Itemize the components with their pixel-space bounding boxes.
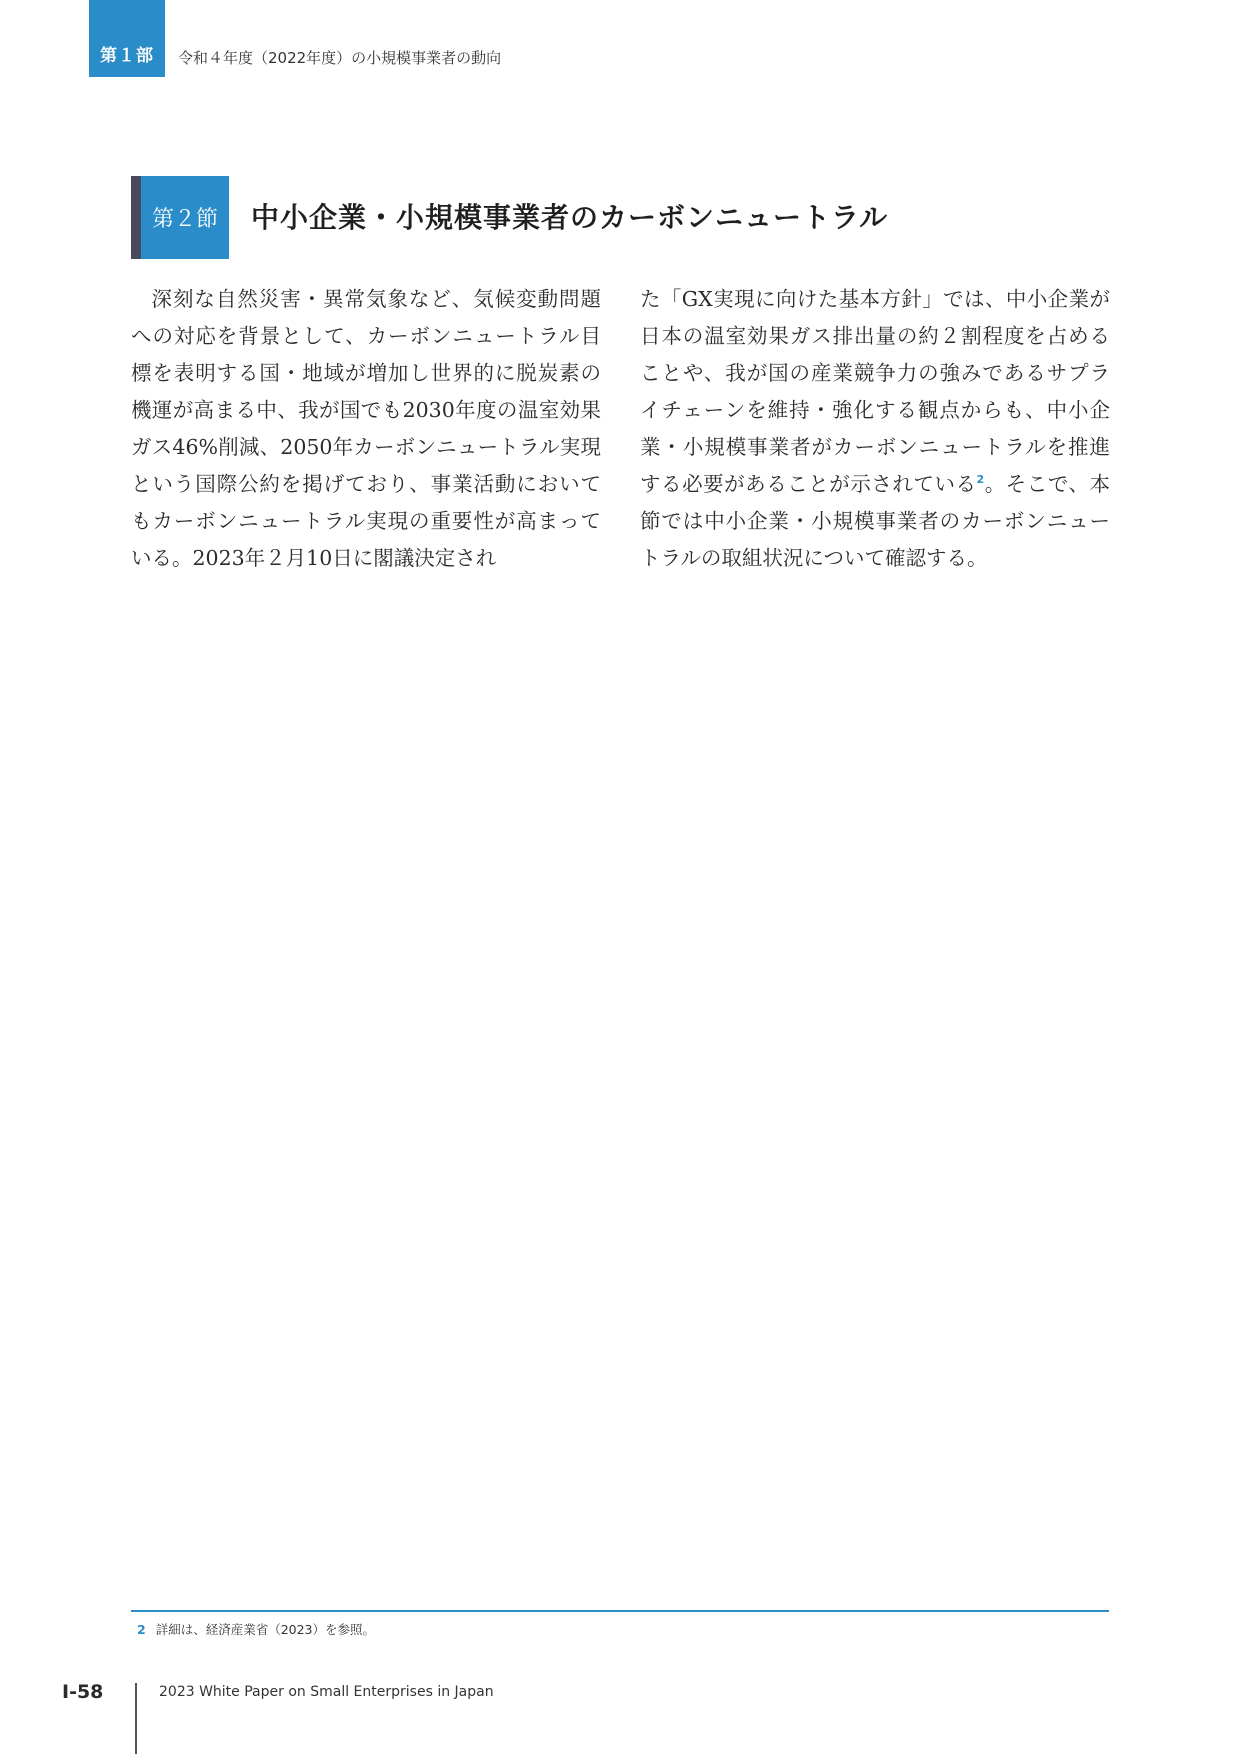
footnote-number: 2 — [137, 1622, 146, 1637]
section-accent-bar — [131, 176, 141, 259]
footnote — [137, 1620, 375, 1638]
page-number: Ⅰ-58 — [62, 1681, 104, 1703]
body-paragraph: 深刻な自然災害・異常気象など、気候変動問題への対応を背景として、カーボンニュートラル目標を表明する国・地域が増加し世界的に脱炭素の機運が高まる中、我が国でも2030年度の温室効果ガス46%削減、2050年カーボンニュートラル実現という国際公約を掲げており、事業活動においてもカーボンニュートラル実現の重要性が高まっている。2023年２月10日に閣議決定され — [131, 287, 601, 570]
body-text-after-ref: 。そこで、本節では中小企業・小規模事業者のカーボンニュートラルの取組状況について確認する。 — [640, 472, 1110, 570]
footer-divider — [135, 1683, 137, 1754]
footnote-reference[interactable]: 2 — [976, 473, 985, 487]
body-paragraph-continued — [640, 281, 1110, 577]
body-column-left — [131, 281, 601, 577]
running-header: 令和４年度（2022年度）の小規模事業者の動向 — [178, 49, 502, 67]
body-text-before-ref: た「GX実現に向けた基本方針」では、中小企業が日本の温室効果ガス排出量の約２割程度を占めることや、我が国の産業競争力の強みであるサプライチェーンを維持・強化する観点からも、中小企業・小規模事業者がカーボンニュートラルを推進する必要があることが示されている — [640, 287, 1110, 496]
body-column-right — [640, 281, 1110, 577]
footnote-divider — [131, 1610, 1109, 1612]
footnote-text: 詳細は、経済産業省（2023）を参照。 — [155, 1622, 376, 1637]
publication-title: 2023 White Paper on Small Enterprises in Japan — [159, 1684, 494, 1700]
section-title: 中小企業・小規模事業者のカーボンニュートラル — [251, 201, 889, 234]
part-label: 第１部 — [89, 0, 165, 77]
section-label: 第２節 — [141, 176, 229, 259]
